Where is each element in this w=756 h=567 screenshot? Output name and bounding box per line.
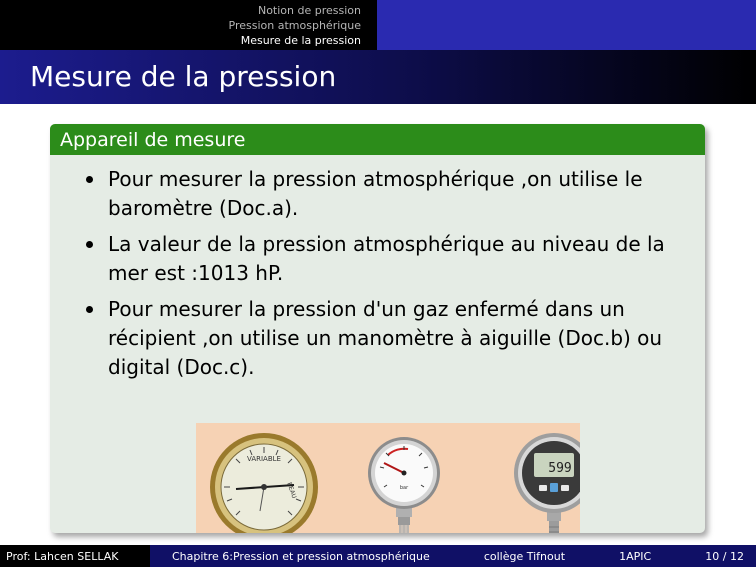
digital-readout: 599 bbox=[548, 461, 572, 476]
footer-school: collège Tifnout bbox=[483, 549, 566, 563]
nav-item-notion[interactable]: Notion de pression bbox=[257, 3, 361, 17]
section-navigation bbox=[0, 0, 756, 50]
list-item bbox=[86, 295, 691, 382]
manometer-unit-label: bar bbox=[399, 485, 409, 491]
needle-manometer-image bbox=[366, 435, 442, 533]
nav-accent-bar bbox=[377, 0, 756, 50]
list-item bbox=[86, 165, 691, 223]
barometer-label-variable: VARIABLE bbox=[247, 455, 281, 463]
footer-level: 1APIC bbox=[619, 549, 652, 563]
nav-item-mesure[interactable]: Mesure de la pression bbox=[240, 33, 361, 47]
frame-title: Mesure de la pression bbox=[30, 60, 337, 93]
footer-author: Prof: Lahcen SELLAK bbox=[0, 545, 150, 567]
footer-chapter: Chapitre 6:Pression et pression atmosphérique bbox=[172, 549, 430, 563]
barometer-label-beau: BEAU bbox=[285, 481, 298, 500]
frame-title-bar bbox=[0, 50, 756, 104]
footer-info bbox=[150, 545, 756, 567]
bullet-icon bbox=[86, 306, 93, 313]
footer-bar bbox=[0, 545, 756, 567]
list-item-text: La valeur de la pression atmosphérique au niveau de la mer est :1013 hP. bbox=[108, 232, 665, 285]
barometer-image bbox=[208, 431, 320, 533]
block-title: Appareil de mesure bbox=[60, 128, 246, 151]
list-item-text: Pour mesurer la pression atmosphérique ,on utilise le baromètre (Doc.a). bbox=[108, 167, 643, 220]
digital-manometer-image bbox=[512, 433, 580, 533]
content-block bbox=[50, 124, 705, 533]
list-item-text: Pour mesurer la pression d'un gaz enfermé dans un récipient ,on utilise un manomètre à aiguille (Doc.b) ou digital (Doc.c). bbox=[108, 297, 663, 379]
block-header bbox=[50, 124, 705, 155]
footer-page-number: 10 / 12 bbox=[705, 549, 744, 563]
bullet-icon bbox=[86, 241, 93, 248]
instruments-photo bbox=[196, 423, 580, 533]
list-item bbox=[86, 230, 691, 288]
bullet-list bbox=[86, 165, 691, 389]
nav-item-atmospherique[interactable]: Pression atmosphérique bbox=[228, 18, 361, 32]
bullet-icon bbox=[86, 176, 93, 183]
section-list bbox=[0, 0, 377, 50]
